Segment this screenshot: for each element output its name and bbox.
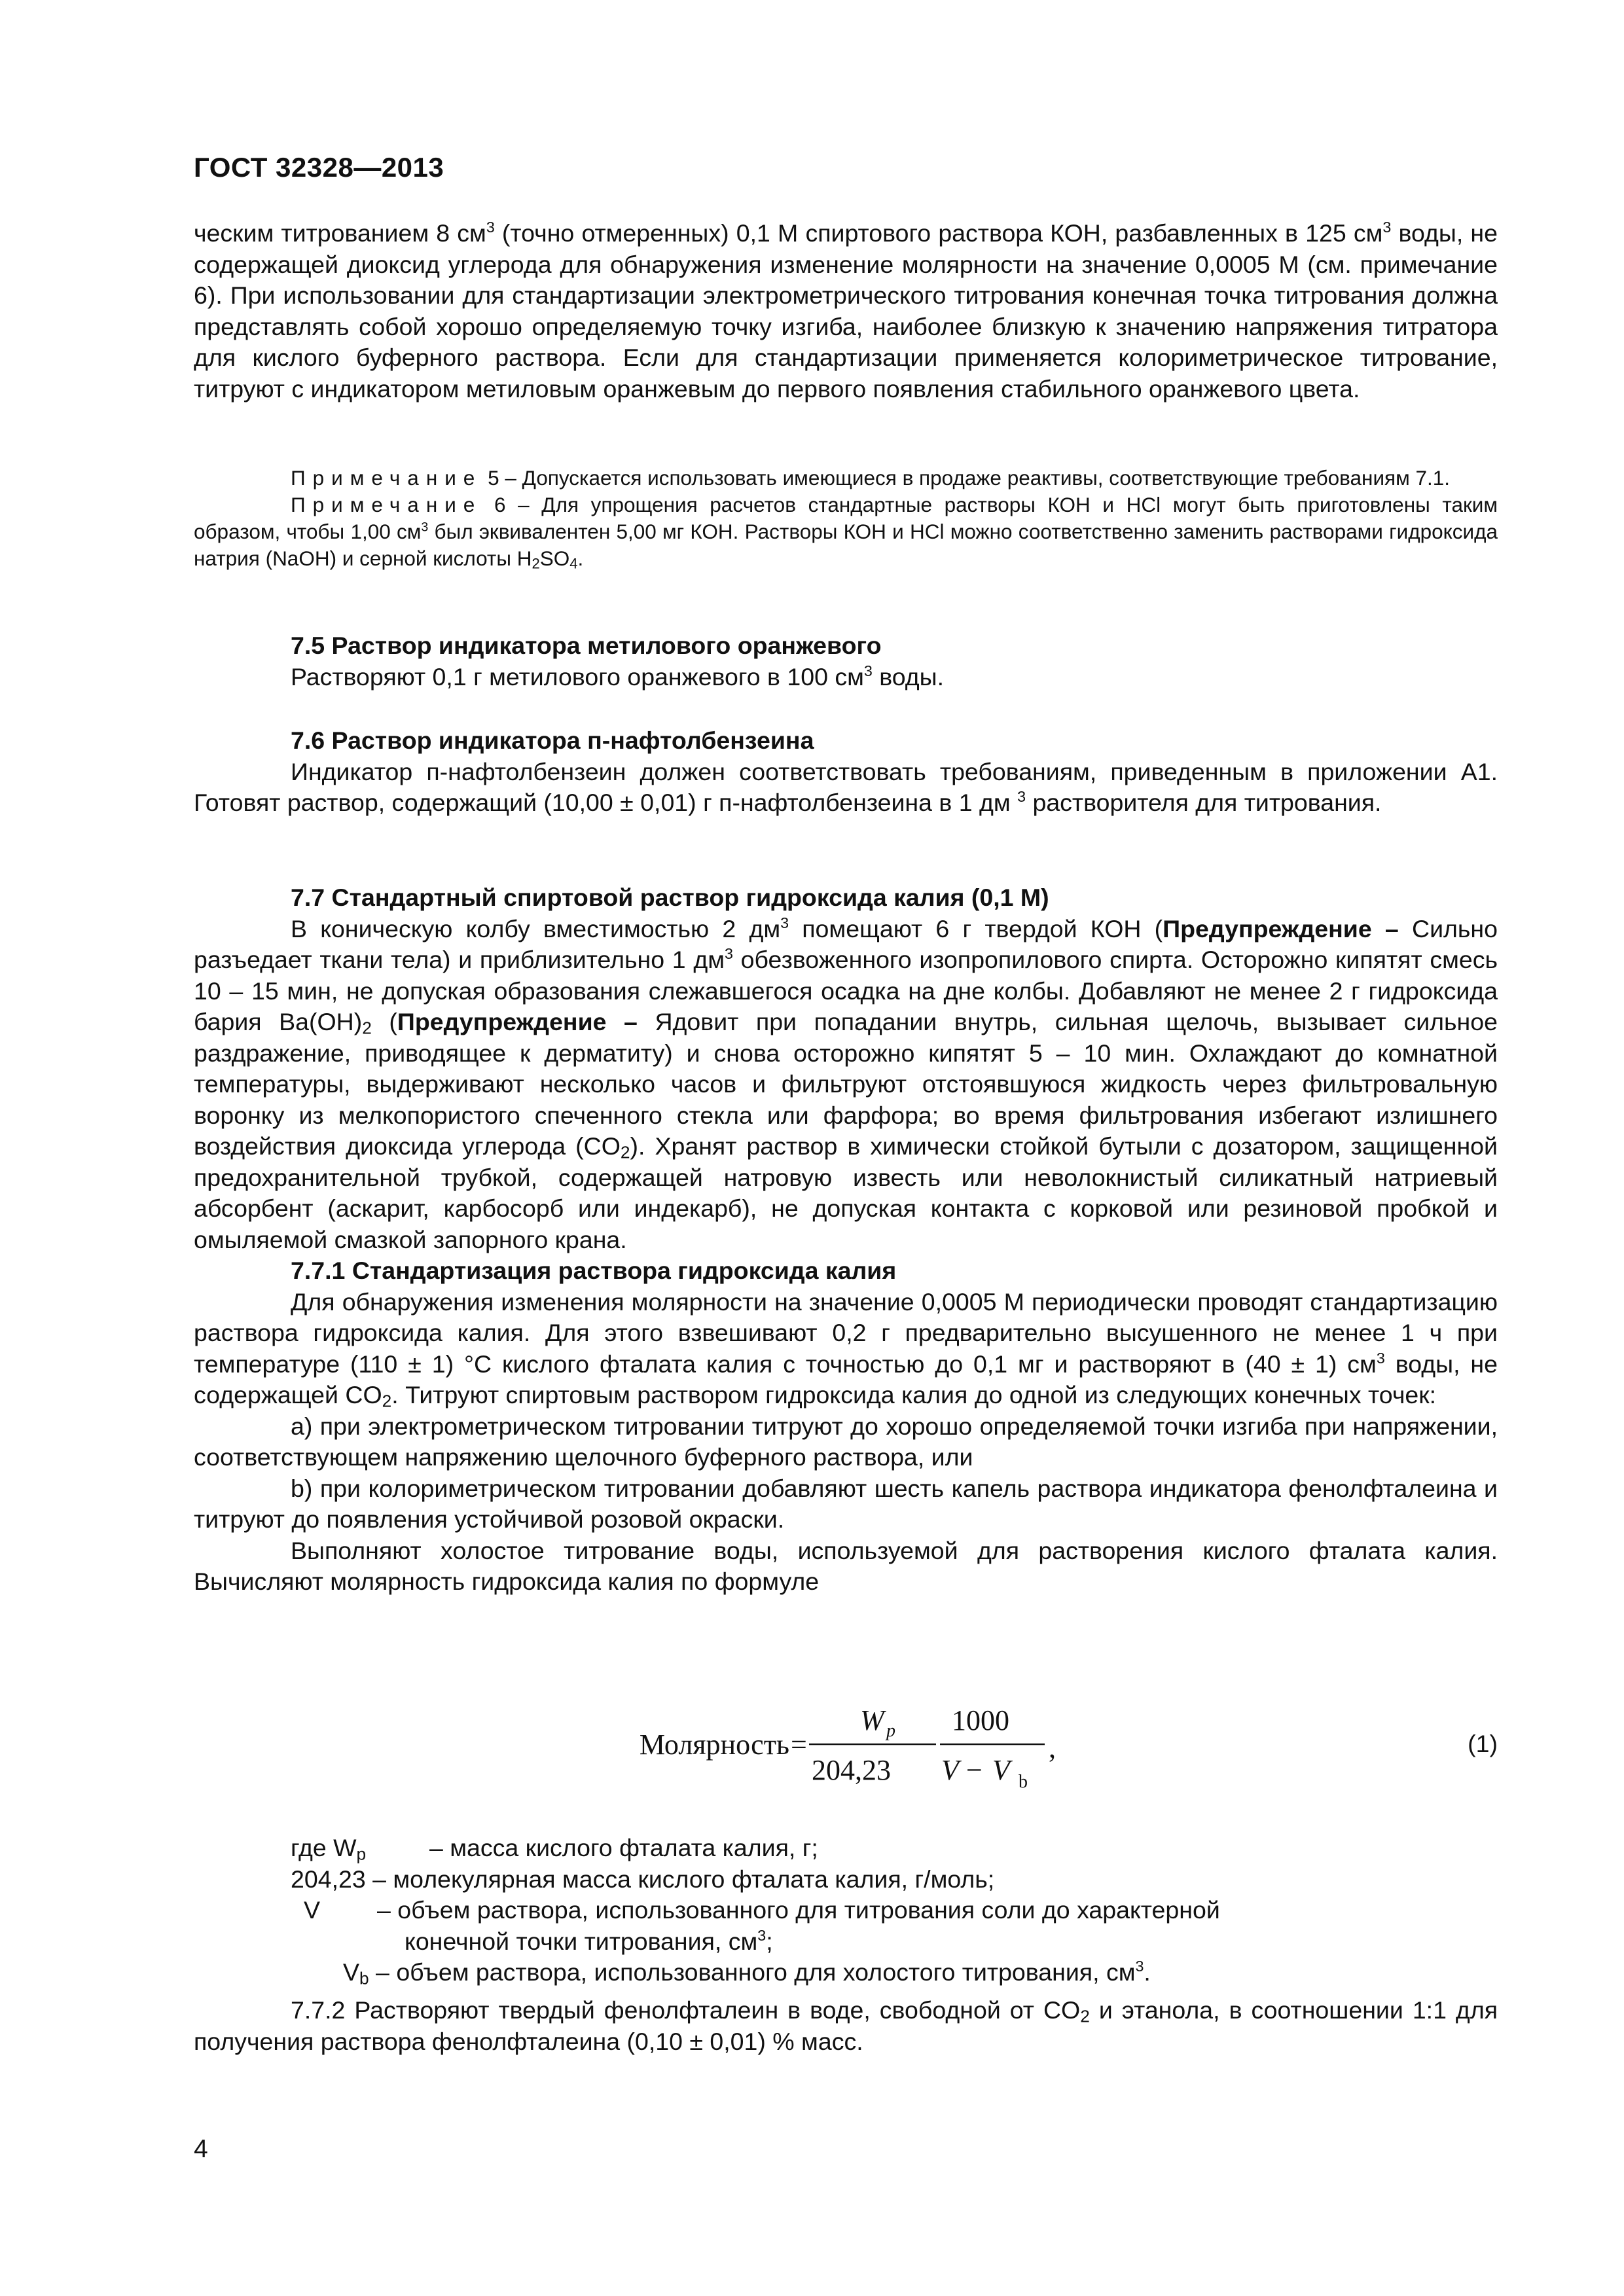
formula-den2-vb-sub: b xyxy=(1019,1772,1028,1792)
formula-den2-vb: V xyxy=(992,1754,1010,1786)
superscript: 3 xyxy=(863,662,873,679)
legend-row: 204,23 – молекулярная масса кислого фталата калия, г/моль; xyxy=(291,1865,995,1893)
note-text: SO xyxy=(539,547,570,570)
formula-den2-minus: − xyxy=(966,1754,983,1786)
section-7-7-2 xyxy=(194,1995,1498,2057)
formula-number: (1) xyxy=(1468,1730,1498,1757)
warning-label: Предупреждение – xyxy=(397,1008,638,1035)
formula-1 xyxy=(194,1692,1498,1803)
subscript: p xyxy=(356,1844,367,1864)
subscript: 4 xyxy=(569,555,578,572)
page-number: 4 xyxy=(194,2135,208,2163)
legend-row: где $W_p$ – масса кислого фталата калия, г; xyxy=(291,1834,818,1864)
section-text: Индикатор п-нафтолбензеин должен соответствовать требованиям, приведенным в приложении А1. Готовят раствор, содержащий (10,00 ± 0,01) г п-нафтолбензеина в 1 дм $^3$ растворителя для титрования. xyxy=(194,757,1498,816)
list-item-b: b) при колориметрическом титровании добавляют шесть капель раствора индикатора фенолфталеина и титруют до появления устойчивой розовой окраски. xyxy=(194,1474,1498,1533)
formula-num1-sub: p xyxy=(886,1721,895,1741)
intro-text-a: ческим титрованием 8 см xyxy=(194,219,486,247)
section-heading: 7.5 Раствор индикатора метилового оранжевого xyxy=(291,632,882,659)
superscript: 3 xyxy=(757,1926,767,1944)
section-7-5 xyxy=(194,630,1498,692)
formula-lhs: Молярность xyxy=(639,1729,789,1761)
legend-row: V – объем раствора, использованного для титрования соли до характерной xyxy=(304,1896,1220,1924)
note-5 xyxy=(194,465,1498,492)
subscript: 2 xyxy=(382,1391,392,1411)
subscript: b xyxy=(359,1968,369,1988)
intro-text-b: (точно отмеренных) 0,1 М спиртового раствора КОН, разбавленных в 125 см xyxy=(494,219,1383,247)
section-text: Выполняют холостое титрование воды, используемой для растворения кислого фталата калия. Вычисляют молярность гидроксида калия по формуле xyxy=(194,1536,1498,1595)
formula-equals: = xyxy=(791,1729,807,1761)
intro-paragraph xyxy=(194,218,1498,404)
section-heading: 7.6 Раствор индикатора п-нафтолбензеина xyxy=(291,726,814,754)
section-text: 7.7.2 Растворяют твердый фенолфталеин в воде, свободной от $CO_2$ и этанола, в соотношении 1:1 для получения раствора фенолфталеина (0,10 ± 0,01) % масс. xyxy=(194,1996,1498,2055)
note-text: – Для упрощения расчетов стандартные растворы КОН и НСl могут быть приготовлены таким образом, чтобы 1,00 см xyxy=(194,493,1498,543)
subscript: 2 xyxy=(532,555,540,572)
section-7-6 xyxy=(194,725,1498,819)
list-item-a: а) при электрометрическом титровании титруют до хорошо определяемой точки изгиба при напряжении, соответствующем напряжению щелочного буферного раствора, или xyxy=(194,1412,1498,1471)
superscript: 3 xyxy=(1382,219,1392,236)
subscript: 2 xyxy=(620,1142,630,1162)
legend-row: $V_b$ – объем раствора, использованного для холостого титрования, $см^3$. xyxy=(343,1958,1151,1988)
legend-row: конечной точки титрования, $см^3$; xyxy=(405,1926,773,1955)
superscript: 3 xyxy=(1376,1349,1385,1367)
formula-den1: 204,23 xyxy=(812,1754,891,1786)
notes-block xyxy=(194,465,1498,572)
note-number: 6 xyxy=(494,493,506,516)
superscript: 3 xyxy=(1017,788,1026,806)
note-number: 5 xyxy=(488,466,499,490)
superscript: 3 xyxy=(486,219,495,236)
section-text: Для обнаружения изменения молярности на значение 0,0005 М периодически проводят стандартизацию раствора гидроксида калия. Для этого взвешивают 0,2 г предварительно высушенного не менее 1 ч при температуре (110 ± 1) °С кислого фталата калия с точностью до 0,1 мг и растворяют в (40 ± 1) $см^3$ воды, не содержащей $CO_2$. Титруют спиртовым раствором гидроксида калия до одной из следующих конечных точек: xyxy=(194,1287,1498,1411)
section-heading: 7.7 Стандартный спиртовой раствор гидроксида калия (0,1 М) xyxy=(291,884,1049,911)
formula-graphic xyxy=(586,1692,1241,1803)
note-text: . xyxy=(577,547,584,570)
superscript: 3 xyxy=(725,945,733,963)
note-text: был эквивалентен 5,00 мг КОН. Растворы КОН и НСl можно соответственно заменить растворами гидроксида натрия (NaOH) и серной кислоты H xyxy=(194,520,1498,570)
subsection-heading: 7.7.1 Стандартизация раствора гидроксида калия xyxy=(291,1257,897,1284)
subscript: 2 xyxy=(362,1018,372,1038)
note-text: – Допускается использовать имеющиеся в продаже реактивы, соответствующие требованиям 7.1. xyxy=(499,466,1451,490)
superscript: 3 xyxy=(421,520,429,535)
section-text: В коническую колбу вместимостью 2 $дм^3$ помещают 6 г твердой КОН (Предупреждение – Сильно разъедает ткани тела) и приблизительно 1 $дм^3$ обезвоженного изопропилового спирта. Осторожно кипятят смесь 10 – 15 мин, не допуская образования слежавшегося осадка на дне колбы. Добавляют не менее 2 г гидроксида бария $Ba(OH)_2$ (Предупреждение – Ядовит при попадании внутрь, сильная щелочь, вызывает сильное раздражение, приводящее к дерматиту) и снова осторожно кипятят 5 – 10 мин. Охлаждают до комнатной температуры, выдерживают несколько часов и фильтруют отстоявшуюся жидкость через фильтровальную воронку из мелкопористого спеченного стекла или фарфора; во время фильтрования избегают излишнего воздействия диоксида углерода $(CO_2)$. Хранят раствор в химически стойкой бутыли с дозатором, защищенной предохранительной трубкой, содержащей натровую известь или неволокнистый силикатный натриевый абсорбент (аскарит, карбосорб или индекарб), не допуская контакта с корковой или резиновой пробкой и омыляемой смазкой запорного крана. xyxy=(194,914,1498,1253)
note-label: Примечание xyxy=(291,493,482,516)
formula-num1: W xyxy=(860,1704,884,1736)
formula-den2-v: V xyxy=(941,1754,959,1786)
formula-legend xyxy=(194,1833,1498,1988)
formula-num2: 1000 xyxy=(952,1704,1009,1736)
intro-text-c: воды, не содержащей диоксид углерода для обнаружения изменение молярности на значение 0,0005 М (см. примечание 6). При использовании для стандартизации электрометрического титрования конечная точка титрования должна представлять собой хорошо определяемую точку изгиба, наиболее близкую к значению напряжения титратора для кислого буферного раствора. Если для стандартизации применяется колориметрическое титрование, титруют с индикатором метиловым оранжевым до первого появления стабильного оранжевого цвета. xyxy=(194,219,1498,403)
note-6 xyxy=(194,492,1498,572)
note-label: Примечание xyxy=(291,466,482,490)
subscript: 2 xyxy=(1080,2006,1090,2026)
warning-label: Предупреждение – xyxy=(1163,914,1399,942)
formula-comma: , xyxy=(1049,1732,1056,1764)
document-header: ГОСТ 32328—2013 xyxy=(194,152,444,183)
section-text: Растворяют 0,1 г метилового оранжевого в 100 $см^3$ воды. xyxy=(291,662,945,691)
section-7-7 xyxy=(194,882,1498,1598)
superscript: 3 xyxy=(780,914,789,931)
superscript: 3 xyxy=(1135,1958,1144,1975)
